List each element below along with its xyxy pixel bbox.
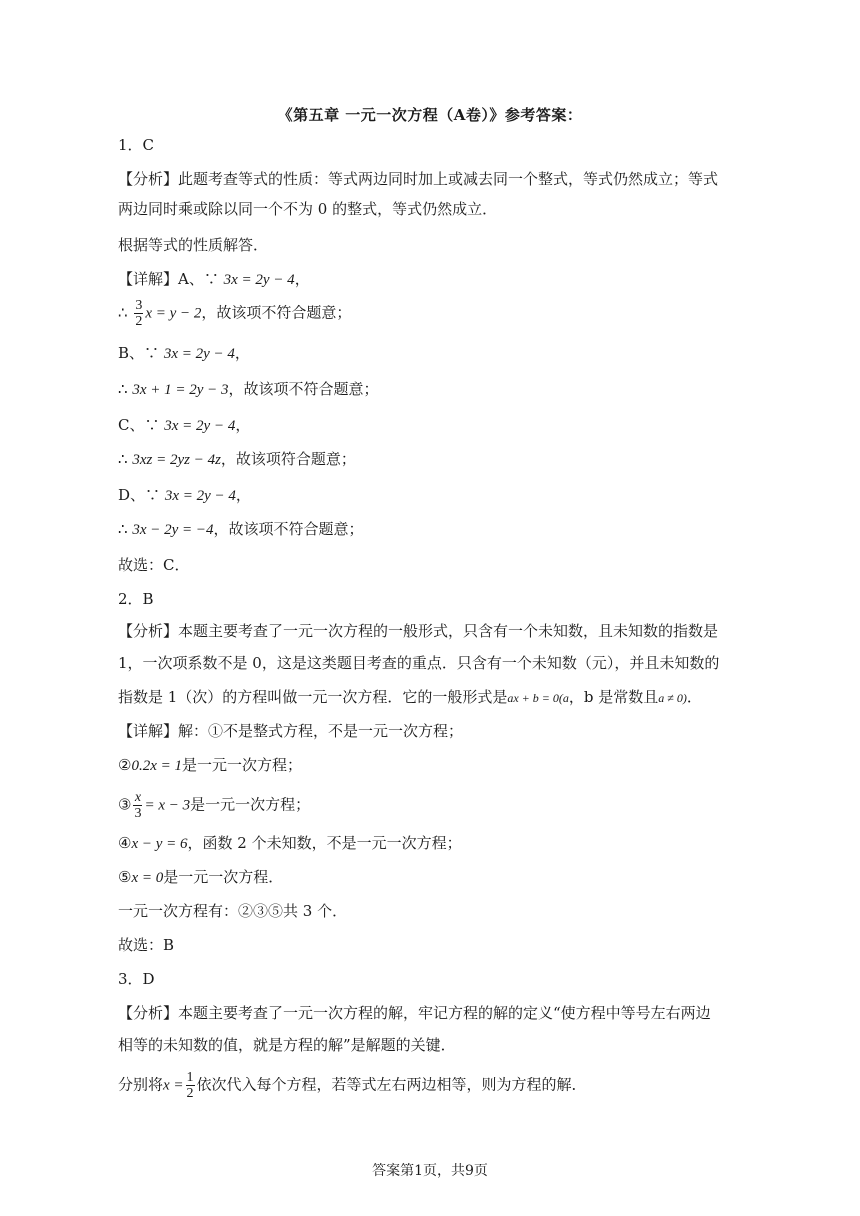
q1-b-conclusion	[118, 378, 379, 401]
q1-b-equation: 3x + 1 = 2y − 3	[132, 382, 229, 398]
q3-analysis-line-2: 相等的未知数的值，就是方程的解”是解题的关键．	[118, 1036, 456, 1054]
circled-four: ④	[118, 834, 132, 852]
q1-a-conclusion	[118, 298, 351, 329]
fraction-denominator: 2	[186, 1086, 194, 1101]
fraction-denominator: 2	[135, 314, 143, 329]
circled-two: ②	[118, 756, 132, 774]
circled-three: ③	[118, 795, 132, 814]
fraction-numerator: x	[134, 790, 142, 805]
q2-item-3	[118, 790, 310, 821]
q1-c-verdict: ，故该项符合题意；	[220, 450, 356, 468]
q2-item-2	[118, 754, 302, 777]
q2-item-4-text: ，函数 2 个未知数，不是一元一次方程；	[187, 834, 462, 852]
q1-d-equation: 3x − 2y = −4	[132, 522, 214, 538]
q3-analysis-line-3	[118, 1070, 587, 1101]
q1-comma: ，	[294, 270, 310, 288]
q1-d-conclusion	[118, 518, 364, 541]
q1-detail-c	[118, 414, 250, 437]
fraction-x-over-3	[133, 790, 142, 821]
therefore-symbol: ∴	[118, 520, 128, 538]
q1-detail-d	[118, 484, 251, 507]
q1-a-verdict: ，故该项不符合题意；	[201, 303, 352, 322]
q1-detail-a	[118, 268, 310, 291]
fraction-numerator: 1	[186, 1070, 194, 1085]
q1-c-given-equation: 3x = 2y − 4	[164, 418, 236, 434]
q1-given-equation: 3x = 2y − 4	[223, 272, 295, 288]
q1-a-equation: x = y − 2	[145, 305, 202, 322]
q2-item-5	[118, 866, 283, 889]
q1-b-comma: ，	[234, 344, 250, 362]
q3-analysis-3a: 分别将	[118, 1075, 164, 1094]
q2-summary: 一元一次方程有：②③⑤共 3 个．	[118, 902, 348, 920]
q2-item-4-equation: x − y = 6	[131, 836, 188, 852]
q2-analysis-line-2: 1，一次项系数不是 0，这是这类题目考查的重点．只含有一个未知数（元），并且未知数的	[118, 654, 720, 672]
q1-b-verdict: ，故该项不符合题意；	[228, 380, 379, 398]
q1-d-verdict: ，故该项不符合题意；	[213, 520, 364, 538]
q2-general-form: ax + b = 0(a	[507, 691, 569, 705]
q1-analysis-line-1: 【分析】此题考查等式的性质：等式两边同时加上或减去同一个整式，等式仍然成立；等式	[118, 170, 719, 188]
q3-analysis-line-1: 【分析】本题主要考查了一元一次方程的解，牢记方程的解的定义“使方程中等号左右两边	[118, 1004, 711, 1022]
therefore-symbol: ∴	[118, 380, 128, 398]
q2-analysis-line-1: 【分析】本题主要考查了一元一次方程的一般形式，只含有一个未知数，且未知数的指数是	[118, 622, 719, 640]
therefore-symbol: ∴	[118, 303, 128, 322]
q1-b-given-equation: 3x = 2y − 4	[163, 346, 235, 362]
q1-d-prefix: D、∵	[118, 486, 161, 504]
q2-analysis-3e: ．	[686, 688, 702, 706]
fraction-one-half	[186, 1070, 195, 1101]
fraction-numerator: 3	[135, 298, 143, 313]
q1-d-comma: ，	[235, 486, 251, 504]
q2-condition: a ≠ 0)	[658, 691, 687, 705]
fraction-denominator: 3	[134, 806, 142, 821]
q1-c-prefix: C、∵	[118, 416, 160, 434]
page-title: 《第五章 一元一次方程（A卷）》参考答案：	[277, 106, 583, 124]
q1-number: 1．C	[118, 136, 155, 154]
q2-item-3-text: 是一元一次方程；	[190, 795, 311, 814]
q2-choice: 故选：B	[118, 936, 175, 954]
q1-c-conclusion	[118, 448, 356, 471]
q1-analysis-line-2: 两边同时乘或除以同一个不为 0 的整式，等式仍然成立．	[118, 200, 498, 218]
q2-item-2-equation: 0.2x = 1	[131, 758, 182, 774]
q2-item-2-text: 是一元一次方程；	[181, 756, 302, 774]
q1-choice: 故选：C．	[118, 556, 190, 574]
q3-analysis-3b: 依次代入每个方程，若等式左右两边相等，则为方程的解．	[196, 1075, 587, 1094]
q2-item-4	[118, 832, 462, 855]
q1-detail-prefix: 【详解】A、∵	[118, 270, 219, 288]
q1-c-comma: ，	[235, 416, 251, 434]
q1-b-prefix: B、∵	[118, 344, 160, 362]
q2-item-5-equation: x = 0	[131, 870, 164, 886]
q2-item-3-equation: = x − 3	[144, 797, 191, 814]
page-footer: 答案第1页，共9页	[372, 1163, 488, 1179]
q2-item-5-text: 是一元一次方程．	[163, 868, 284, 886]
q2-analysis-3c: b 是常数且	[583, 688, 659, 706]
q2-number: 2．B	[118, 590, 154, 608]
fraction-three-halves	[134, 298, 143, 329]
q1-c-equation: 3xz = 2yz − 4z	[132, 452, 221, 468]
q1-d-given-equation: 3x = 2y − 4	[164, 488, 236, 504]
q2-detail: 【详解】解：①不是整式方程，不是一元一次方程；	[118, 722, 464, 740]
q2-analysis-line-3	[118, 686, 702, 709]
q2-analysis-3b: ，	[568, 688, 584, 706]
q1-detail-b	[118, 342, 250, 365]
q3-x-equals: x =	[163, 1077, 184, 1094]
q3-number: 3．D	[118, 970, 155, 988]
therefore-symbol: ∴	[118, 450, 128, 468]
q2-analysis-3a: 指数是 1（次）的方程叫做一元一次方程．它的一般形式是	[118, 688, 508, 706]
q1-analysis-line-3: 根据等式的性质解答．	[118, 236, 269, 254]
circled-five: ⑤	[118, 868, 132, 886]
